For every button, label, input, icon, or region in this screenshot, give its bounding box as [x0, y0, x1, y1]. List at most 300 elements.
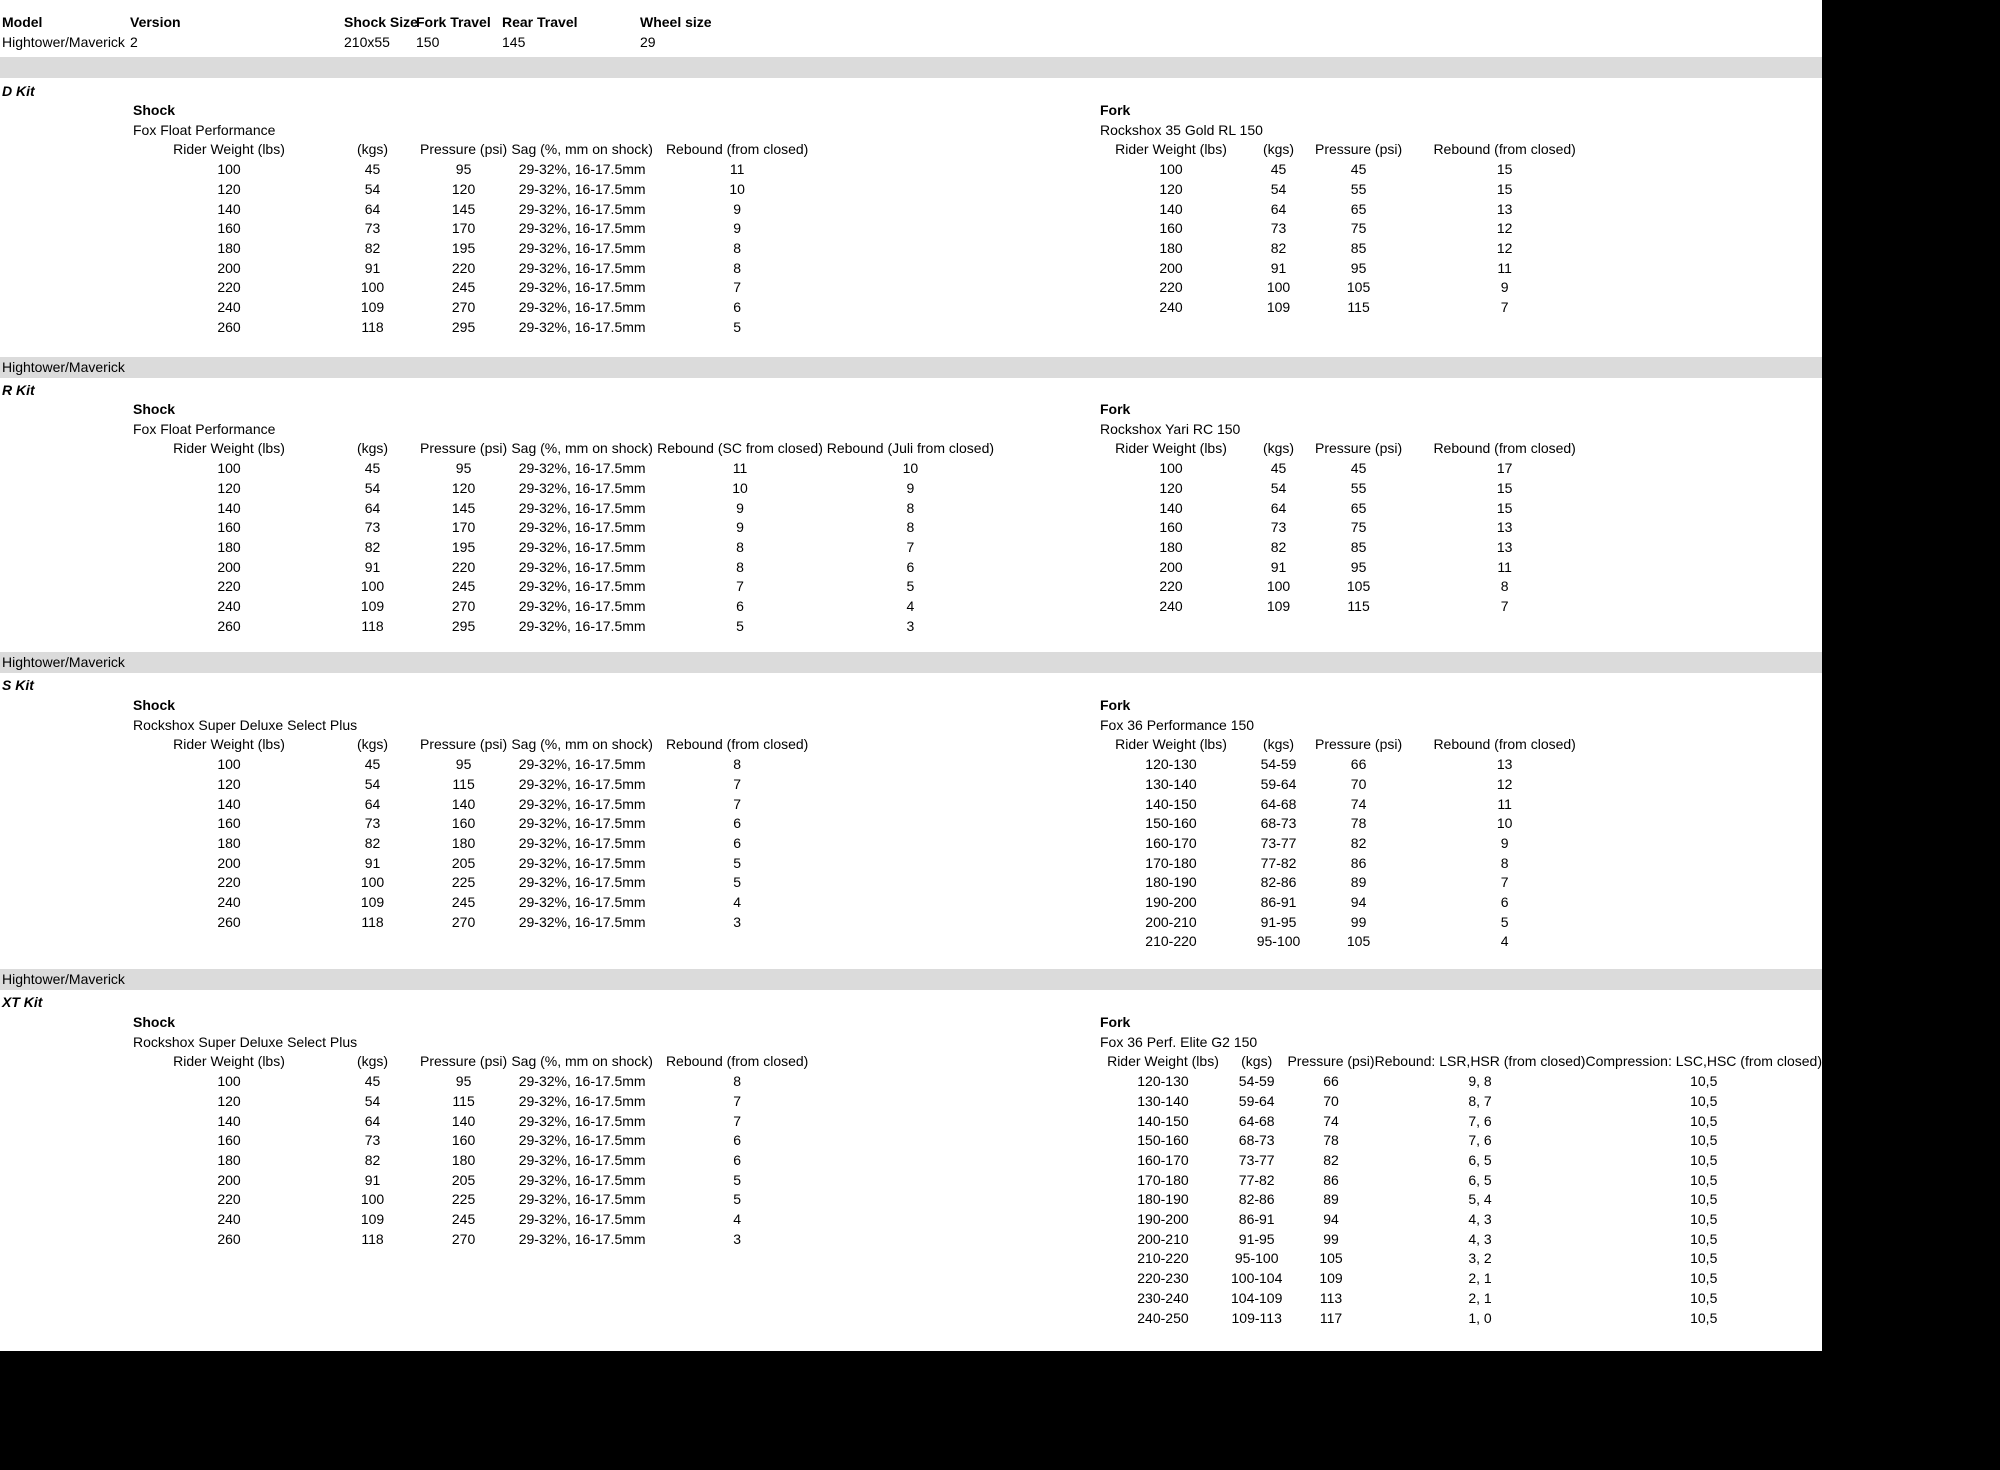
cell: 10,5 — [1690, 1309, 1718, 1326]
cell: 5 — [733, 874, 742, 891]
xt-kit-shock-table — [133, 1052, 817, 1249]
column-header: Rider Weight (lbs) — [1115, 736, 1227, 753]
table-row — [1100, 755, 1607, 775]
table-row — [133, 538, 998, 558]
cell: 55 — [1350, 479, 1367, 496]
cell: 2, 1 — [1468, 1270, 1492, 1287]
table-row — [133, 479, 998, 499]
table-row — [1100, 259, 1607, 279]
cell: 140 — [217, 200, 241, 217]
cell: 205 — [451, 854, 476, 871]
cell: 120 — [217, 479, 241, 496]
table-row — [133, 834, 817, 854]
cell: 45 — [1270, 460, 1287, 477]
cell: 29-32%, 16-17.5mm — [518, 239, 646, 256]
table-row — [133, 200, 817, 220]
cell: 140 — [451, 1112, 476, 1129]
r-kit-shock-table — [133, 439, 998, 636]
cell: 99 — [1350, 913, 1367, 930]
cell: 4, 3 — [1468, 1230, 1492, 1247]
cell: 200-210 — [1145, 913, 1197, 930]
cell: 200 — [1159, 259, 1183, 276]
cell: 120 — [1159, 479, 1183, 496]
cell: 91 — [364, 259, 381, 276]
model-header-label: Model — [2, 14, 43, 30]
cell: 160 — [217, 220, 241, 237]
cell: 29-32%, 16-17.5mm — [518, 1191, 646, 1208]
cell: 7 — [1500, 874, 1509, 891]
cell: 6 — [733, 815, 742, 832]
cell: 104-109 — [1231, 1289, 1283, 1306]
cell: 118 — [361, 1230, 384, 1247]
cell: 120 — [451, 180, 476, 197]
cell: 54 — [364, 775, 381, 792]
cell: 200 — [217, 558, 241, 575]
cell: 109 — [360, 894, 385, 911]
column-header: Rider Weight (lbs) — [173, 440, 285, 457]
cell: 64 — [1270, 499, 1287, 516]
cell: 130-140 — [1137, 1092, 1189, 1109]
cell: 270 — [451, 598, 476, 615]
cell: 95 — [455, 1073, 472, 1090]
shock-size-value: 210x55 — [344, 34, 390, 50]
cell: 6, 5 — [1468, 1151, 1492, 1168]
cell: 195 — [451, 538, 476, 555]
fork-title: Fork — [1100, 401, 1131, 417]
cell: 100 — [360, 1191, 385, 1208]
cell: 91-95 — [1260, 913, 1297, 930]
cell: 15 — [1496, 499, 1513, 516]
cell: 82-86 — [1238, 1191, 1275, 1208]
cell: 64 — [364, 795, 381, 812]
separator-band — [0, 357, 1822, 378]
cell: 109 — [360, 1211, 385, 1228]
cell: 100 — [217, 1073, 241, 1090]
table-row — [133, 298, 817, 318]
cell: 82 — [364, 538, 381, 555]
cell: 180 — [1159, 239, 1183, 256]
cell: 145 — [451, 200, 476, 217]
table-row — [133, 1151, 817, 1171]
cell: 8 — [733, 756, 742, 773]
cell: 240 — [1159, 299, 1183, 316]
table-row — [1100, 180, 1607, 200]
table-row — [133, 1112, 817, 1132]
cell: 9 — [733, 220, 742, 237]
cell: 260 — [217, 617, 241, 634]
cell: 195 — [451, 239, 476, 256]
cell: 65 — [1350, 499, 1367, 516]
cell: 8 — [736, 538, 744, 555]
fork-title: Fork — [1100, 1014, 1131, 1030]
table-row — [133, 814, 817, 834]
cell: 220 — [217, 279, 241, 296]
cell: 4, 3 — [1468, 1211, 1492, 1228]
column-header: (kgs) — [356, 736, 389, 753]
table-row — [1100, 1131, 1822, 1151]
cell: 45 — [1350, 460, 1367, 477]
table-row — [133, 873, 817, 893]
cell: 95 — [1350, 259, 1367, 276]
cell: 109-113 — [1231, 1309, 1282, 1326]
cell: 13 — [1496, 200, 1513, 217]
cell: 130-140 — [1145, 775, 1197, 792]
fork-title: Fork — [1100, 697, 1131, 713]
cell: 240 — [217, 894, 241, 911]
cell: 170 — [451, 220, 476, 237]
header-row — [133, 735, 817, 755]
cell: 270 — [451, 299, 476, 316]
cell: 89 — [1350, 874, 1367, 891]
wheel-size-header-label: Wheel size — [640, 14, 712, 30]
cell: 70 — [1350, 775, 1367, 792]
column-header: Rider Weight (lbs) — [173, 141, 285, 158]
cell: 245 — [451, 1211, 476, 1228]
cell: 29-32%, 16-17.5mm — [518, 1171, 646, 1188]
cell: 4 — [733, 1211, 742, 1228]
table-row — [133, 1072, 817, 1092]
table-row — [1100, 873, 1607, 893]
cell: 8 — [1500, 578, 1509, 595]
shock-title: Shock — [133, 401, 176, 417]
cell: 99 — [1323, 1230, 1339, 1247]
cell: 105 — [1346, 578, 1371, 595]
cell: 29-32%, 16-17.5mm — [518, 318, 646, 335]
cell: 160 — [217, 519, 241, 536]
column-header: Pressure (psi) — [420, 1053, 508, 1070]
cell: 12 — [1496, 220, 1513, 237]
cell: 8 — [733, 239, 742, 256]
cell: 245 — [451, 894, 476, 911]
column-header: Rebound (Juli from closed) — [826, 440, 995, 457]
fork-travel-value: 150 — [416, 34, 440, 50]
cell: 7 — [906, 538, 915, 555]
column-header: Pressure (psi) — [1315, 736, 1403, 753]
column-header: (kgs) — [356, 440, 389, 457]
fork-product-name: Fox 36 Perf. Elite G2 150 — [1100, 1033, 1258, 1050]
table-row — [1100, 200, 1607, 220]
table-row — [133, 795, 817, 815]
cell: 105 — [1346, 279, 1371, 296]
cell: 54 — [364, 180, 381, 197]
cell: 100-104 — [1231, 1270, 1283, 1287]
cell: 5 — [733, 1191, 742, 1208]
cell: 7 — [733, 279, 742, 296]
cell: 59-64 — [1238, 1092, 1275, 1109]
cell: 180 — [217, 239, 241, 256]
column-header: (kgs) — [1262, 141, 1295, 158]
cell: 13 — [1496, 519, 1513, 536]
shock-product-name: Rockshox Super Deluxe Select Plus — [133, 1033, 358, 1050]
cell: 17 — [1496, 460, 1513, 477]
cell: 160 — [451, 815, 476, 832]
cell: 100 — [360, 874, 385, 891]
cell: 220 — [451, 259, 476, 276]
s-kit-fork-table — [1100, 735, 1607, 952]
shock-size-header-label: Shock Size — [344, 14, 418, 30]
table-row — [1100, 1072, 1822, 1092]
column-header: (kgs) — [1262, 736, 1295, 753]
column-header: Compression: LSC,HSC (from closed) — [1585, 1053, 1822, 1070]
cell: 220 — [1159, 279, 1183, 296]
cell: 109 — [360, 299, 385, 316]
column-header: (kgs) — [356, 1053, 389, 1070]
cell: 180 — [451, 834, 476, 851]
cell: 95 — [1350, 558, 1367, 575]
cell: 73-77 — [1238, 1151, 1275, 1168]
table-row — [133, 1092, 817, 1112]
cell: 8 — [733, 1073, 742, 1090]
column-header: Sag (%, mm on shock) — [511, 1053, 653, 1070]
cell: 12 — [1496, 775, 1513, 792]
cell: 150-160 — [1145, 815, 1197, 832]
cell: 240 — [217, 299, 241, 316]
rear-travel-value: 145 — [502, 34, 526, 50]
cell: 105 — [1319, 1250, 1343, 1267]
table-row — [1100, 459, 1607, 479]
cell: 29-32%, 16-17.5mm — [518, 299, 646, 316]
cell: 5 — [736, 617, 744, 634]
column-header: (kgs) — [1262, 440, 1295, 457]
table-row — [1100, 1092, 1822, 1112]
cell: 7 — [1500, 299, 1509, 316]
shock-product-name: Fox Float Performance — [133, 121, 276, 138]
cell: 85 — [1350, 239, 1367, 256]
cell: 118 — [361, 318, 384, 335]
table-row — [1100, 558, 1607, 578]
cell: 220 — [217, 578, 241, 595]
cell: 7, 6 — [1468, 1112, 1492, 1129]
cell: 170-180 — [1145, 854, 1197, 871]
cell: 120 — [451, 479, 476, 496]
table-row — [1100, 1151, 1822, 1171]
cell: 180 — [217, 538, 241, 555]
header-row — [1100, 735, 1607, 755]
cell: 6 — [733, 1151, 742, 1168]
cell: 3, 2 — [1468, 1250, 1492, 1267]
cell: 180 — [451, 1151, 476, 1168]
table-row — [1100, 1249, 1822, 1269]
cell: 54 — [364, 479, 381, 496]
cell: 180 — [1159, 538, 1183, 555]
cell: 86 — [1350, 854, 1367, 871]
cell: 55 — [1350, 180, 1367, 197]
cell: 11 — [1497, 795, 1512, 812]
cell: 29-32%, 16-17.5mm — [518, 913, 646, 930]
cell: 100 — [360, 279, 385, 296]
table-row — [133, 1210, 817, 1230]
table-row — [1100, 1210, 1822, 1230]
cell: 10,5 — [1690, 1171, 1718, 1188]
table-row — [133, 558, 998, 578]
cell: 64-68 — [1238, 1112, 1275, 1129]
cell: 5 — [733, 318, 742, 335]
cell: 78 — [1323, 1132, 1339, 1149]
cell: 75 — [1350, 220, 1367, 237]
cell: 9 — [733, 200, 742, 217]
cell: 100 — [217, 756, 241, 773]
separator-band — [0, 57, 1822, 78]
cell: 109 — [1319, 1270, 1343, 1287]
cell: 2, 1 — [1468, 1289, 1492, 1306]
cell: 29-32%, 16-17.5mm — [518, 617, 646, 634]
cell: 140-150 — [1145, 795, 1197, 812]
cell: 29-32%, 16-17.5mm — [518, 1151, 646, 1168]
cell: 64 — [1270, 200, 1287, 217]
cell: 10 — [732, 479, 748, 496]
cell: 29-32%, 16-17.5mm — [518, 874, 646, 891]
cell: 205 — [451, 1171, 476, 1188]
table-row — [1100, 1171, 1822, 1191]
table-row — [133, 854, 817, 874]
cell: 120 — [217, 180, 241, 197]
cell: 29-32%, 16-17.5mm — [518, 220, 646, 237]
cell: 180 — [217, 834, 241, 851]
xt-kit-fork-block — [1100, 1013, 1822, 1328]
kit-label-d: D Kit — [2, 83, 35, 99]
column-header: Rebound (from closed) — [1433, 141, 1576, 158]
kit-label-r: R Kit — [2, 382, 35, 398]
cell: 82 — [364, 834, 381, 851]
table-row — [1100, 913, 1607, 933]
cell: 13 — [1496, 538, 1513, 555]
cell: 86-91 — [1238, 1211, 1275, 1228]
cell: 11 — [732, 460, 748, 477]
cell: 160 — [1159, 220, 1183, 237]
cell: 70 — [1323, 1092, 1339, 1109]
cell: 200 — [1159, 558, 1183, 575]
cell: 95 — [455, 756, 472, 773]
cell: 65 — [1350, 200, 1367, 217]
cell: 8 — [906, 519, 915, 536]
cell: 29-32%, 16-17.5mm — [518, 756, 646, 773]
cell: 120 — [217, 775, 241, 792]
cell: 89 — [1323, 1191, 1339, 1208]
cell: 68-73 — [1238, 1132, 1275, 1149]
cell: 29-32%, 16-17.5mm — [518, 161, 646, 178]
column-header: Pressure (psi) — [1315, 141, 1403, 158]
table-row — [133, 259, 817, 279]
column-header: Rider Weight (lbs) — [173, 736, 285, 753]
cell: 7 — [1500, 598, 1509, 615]
cell: 77-82 — [1238, 1171, 1275, 1188]
cell: 6, 5 — [1468, 1171, 1492, 1188]
cell: 10,5 — [1690, 1289, 1718, 1306]
cell: 29-32%, 16-17.5mm — [518, 499, 646, 516]
cell: 29-32%, 16-17.5mm — [518, 775, 646, 792]
cell: 91-95 — [1238, 1230, 1275, 1247]
column-header: Pressure (psi) — [1315, 440, 1403, 457]
column-header: Rebound (from closed) — [1433, 440, 1576, 457]
cell: 160-170 — [1145, 834, 1197, 851]
rear-travel-header-label: Rear Travel — [502, 14, 578, 30]
table-row — [1100, 1112, 1822, 1132]
d-kit-fork-block — [1100, 101, 1607, 318]
cell: 15 — [1496, 161, 1513, 178]
cell: 10,5 — [1690, 1112, 1718, 1129]
table-row — [133, 893, 817, 913]
header-row — [1100, 1052, 1822, 1072]
cell: 245 — [451, 578, 476, 595]
cell: 91 — [364, 558, 381, 575]
cell: 94 — [1323, 1211, 1339, 1228]
cell: 225 — [451, 874, 476, 891]
cell: 260 — [217, 913, 241, 930]
cell: 54 — [364, 1092, 381, 1109]
cell: 170 — [451, 519, 476, 536]
cell: 200 — [217, 1171, 241, 1188]
cell: 10,5 — [1690, 1151, 1718, 1168]
cell: 8 — [733, 259, 742, 276]
cell: 8 — [1500, 854, 1509, 871]
cell: 54 — [1270, 479, 1287, 496]
cell: 45 — [364, 460, 381, 477]
cell: 10,5 — [1690, 1132, 1718, 1149]
cell: 210-220 — [1145, 933, 1197, 950]
table-row — [133, 219, 817, 239]
cell: 82 — [1323, 1151, 1339, 1168]
cell: 225 — [451, 1191, 476, 1208]
column-header: Rider Weight (lbs) — [1115, 141, 1227, 158]
cell: 270 — [451, 1230, 476, 1247]
cell: 45 — [364, 1073, 381, 1090]
cell: 160-170 — [1137, 1151, 1189, 1168]
cell: 95-100 — [1234, 1250, 1279, 1267]
cell: 180-190 — [1145, 874, 1197, 891]
cell: 140 — [217, 1112, 241, 1129]
cell: 210-220 — [1137, 1250, 1189, 1267]
cell: 295 — [451, 318, 476, 335]
cell: 118 — [361, 913, 384, 930]
table-row — [133, 577, 998, 597]
table-row — [1100, 834, 1607, 854]
cell: 3 — [733, 1230, 742, 1247]
header-row — [133, 140, 817, 160]
cell: 120-130 — [1145, 756, 1197, 773]
cell: 200 — [217, 259, 241, 276]
cell: 73 — [1270, 519, 1287, 536]
cell: 64 — [364, 1112, 381, 1129]
cell: 220 — [1159, 578, 1183, 595]
r-kit-fork-block — [1100, 400, 1607, 617]
cell: 68-73 — [1260, 815, 1297, 832]
column-header: Pressure (psi) — [420, 141, 508, 158]
fork-product-name: Rockshox 35 Gold RL 150 — [1100, 121, 1263, 138]
table-row — [133, 180, 817, 200]
cell: 220 — [217, 1191, 241, 1208]
table-row — [1100, 795, 1607, 815]
cell: 10,5 — [1690, 1092, 1718, 1109]
cell: 29-32%, 16-17.5mm — [518, 460, 646, 477]
cell: 7 — [733, 1092, 742, 1109]
shock-title: Shock — [133, 697, 176, 713]
table-row — [133, 160, 817, 180]
column-header: Rebound: LSR,HSR (from closed) — [1374, 1053, 1586, 1070]
cell: 86 — [1323, 1171, 1339, 1188]
cell: 29-32%, 16-17.5mm — [518, 834, 646, 851]
cell: 270 — [451, 913, 476, 930]
cell: 115 — [1347, 299, 1370, 316]
cell: 140 — [217, 795, 241, 812]
header-row — [1100, 140, 1607, 160]
fork-product-name: Rockshox Yari RC 150 — [1100, 420, 1241, 437]
table-row — [1100, 597, 1607, 617]
column-header: Rebound (SC from closed) — [657, 440, 823, 457]
cell: 4 — [733, 894, 742, 911]
cell: 73 — [364, 1132, 381, 1149]
table-row — [133, 518, 998, 538]
cell: 29-32%, 16-17.5mm — [518, 519, 646, 536]
